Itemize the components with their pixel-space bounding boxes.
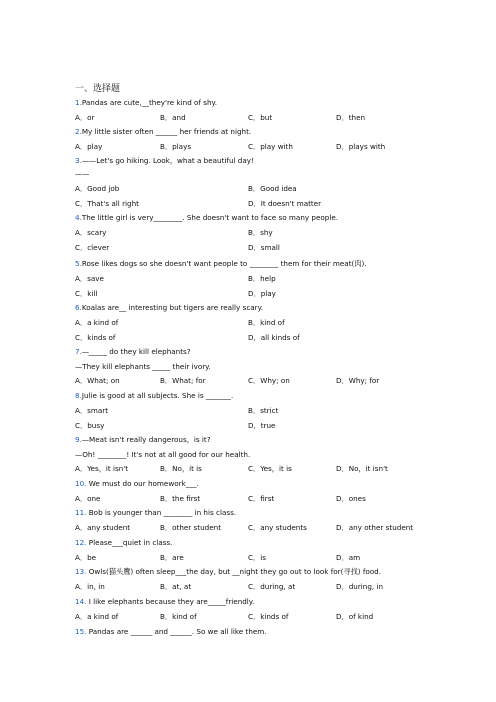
option-a: A．a kind of (75, 612, 119, 621)
option-a: A．or (75, 113, 95, 122)
option-a: A．What; on (75, 376, 120, 385)
option-b: B．strict (248, 406, 279, 415)
question-number: 3. (75, 156, 82, 165)
option-d: D．true (248, 421, 276, 430)
question-stem: My little sister often ______ her friends at night. (81, 127, 252, 136)
option-a: A．play (75, 142, 103, 151)
question-number: 7. (75, 347, 82, 356)
question-9 (75, 435, 211, 445)
option-c: C．Why; on (248, 376, 290, 385)
option-b: B．kind of (248, 318, 285, 327)
option-c: C．busy (75, 421, 105, 430)
option-a: A．Good job (75, 184, 120, 193)
option-d: D．Why; for (336, 376, 380, 385)
question-number: 9. (75, 435, 82, 444)
question-number: 6. (75, 303, 82, 312)
option-d: D．small (248, 243, 280, 252)
question-13 (75, 567, 381, 577)
option-c: C．clever (75, 243, 110, 252)
question-7 (75, 347, 191, 357)
question-number: 1. (75, 98, 82, 107)
option-a: A．smart (75, 406, 109, 415)
option-a: A．scary (75, 228, 107, 237)
question-number: 2. (75, 127, 82, 136)
question-stem: Pandas are cute,__they're kind of shy. (81, 98, 218, 107)
question-number: 8. (75, 391, 82, 400)
option-c: C．kinds of (248, 612, 289, 621)
option-c: C．during, at (248, 582, 296, 591)
option-d: D．plays with (336, 142, 386, 151)
option-d: D．then (336, 113, 366, 122)
question-stem: Rose likes dogs so she doesn't want people to ________ them for their meat(肉). (81, 259, 367, 268)
option-b: B．kind of (160, 612, 197, 621)
question-number: 15. (75, 627, 87, 636)
option-b: B．and (160, 113, 186, 122)
option-a: A．in, in (75, 582, 105, 591)
option-d: D．any other student (336, 523, 414, 532)
question-stem: Koalas are__ interesting but tigers are really scary. (81, 303, 264, 312)
question-stem: Owls(猫头鹰) often sleep___the day, but __night they go out to look for(寻找) food. (88, 567, 382, 576)
option-a: A．be (75, 553, 97, 562)
option-b: B．at, at (160, 582, 192, 591)
question-stem: The little girl is very________. She doesn't want to face so many people. (81, 213, 339, 222)
question-4 (75, 213, 338, 223)
option-d: D．of kind (336, 612, 374, 621)
option-d: D．am (336, 553, 361, 562)
question-12 (75, 538, 172, 548)
option-c: C．any students (248, 523, 307, 532)
option-b: B．other student (160, 523, 222, 532)
option-a: A．save (75, 274, 104, 283)
question-stem: Please___quiet in class. (88, 538, 173, 547)
question-number: 13. (75, 567, 87, 576)
option-b: B．are (160, 553, 184, 562)
option-b: B．Good idea (248, 184, 297, 193)
question-8 (75, 391, 233, 401)
question-number: 5. (75, 259, 82, 268)
option-d: D．No，it isn't (336, 464, 388, 473)
option-c: C．kill (75, 289, 98, 298)
option-d: D．ones (336, 494, 366, 503)
option-b: B．What; for (160, 376, 206, 385)
question-stem: Pandas are ______ and ______. So we all like them. (88, 627, 267, 636)
option-b: B．the first (160, 494, 201, 503)
question-1 (75, 98, 217, 108)
question-6 (75, 303, 263, 313)
question-3 (75, 156, 254, 166)
question-15 (75, 627, 267, 637)
question-stem: ——Let's go hiking. Look，what a beautiful day! (81, 156, 254, 165)
question-14 (75, 597, 254, 607)
option-a: A．any student (75, 523, 131, 532)
option-b: B．plays (160, 142, 192, 151)
question-number: 4. (75, 213, 82, 222)
question-stem: Julie is good at all subjects. She is _______. (81, 391, 234, 400)
question-stem: —_____ do they kill elephants? (81, 347, 191, 356)
question-number: 11. (75, 508, 87, 517)
question-11 (75, 508, 236, 518)
option-d: D．play (248, 289, 276, 298)
option-a: A．one (75, 494, 101, 503)
option-d: D．during, in (336, 582, 384, 591)
question-stem: We must do our homework___. (88, 479, 199, 488)
option-a: A．Yes，it isn't (75, 464, 129, 473)
question-stem: —Meat isn't really dangerous，is it? (81, 435, 211, 444)
section-title: 一、选择题 (75, 84, 121, 94)
option-c: C．but (248, 113, 273, 122)
option-c: C．play with (248, 142, 293, 151)
question-10 (75, 479, 199, 489)
question-number: 14. (75, 597, 87, 606)
question-stem: Bob is younger than ________ in his class. (88, 508, 237, 517)
dialogue-line: —— (75, 169, 90, 178)
option-c: C．That's all right (75, 199, 139, 208)
question-5 (75, 259, 367, 269)
question-number: 12. (75, 538, 87, 547)
dialogue-line: —Oh! ________! It's not at all good for our health. (75, 450, 251, 459)
question-number: 10. (75, 479, 87, 488)
option-b: B．No，it is (160, 464, 202, 473)
option-b: B．shy (248, 228, 273, 237)
question-stem: I like elephants because they are_____friendly. (88, 597, 255, 606)
option-a: A．a kind of (75, 318, 119, 327)
question-2 (75, 127, 251, 137)
option-d: D．all kinds of (248, 333, 300, 342)
dialogue-line: —They kill elephants _____ their ivory. (75, 362, 211, 371)
option-d: D．It doesn't matter (248, 199, 322, 208)
option-c: C．kinds of (75, 333, 116, 342)
option-c: C．first (248, 494, 275, 503)
option-c: C．Yes，it is (248, 464, 292, 473)
option-b: B．help (248, 274, 276, 283)
option-c: C．is (248, 553, 266, 562)
